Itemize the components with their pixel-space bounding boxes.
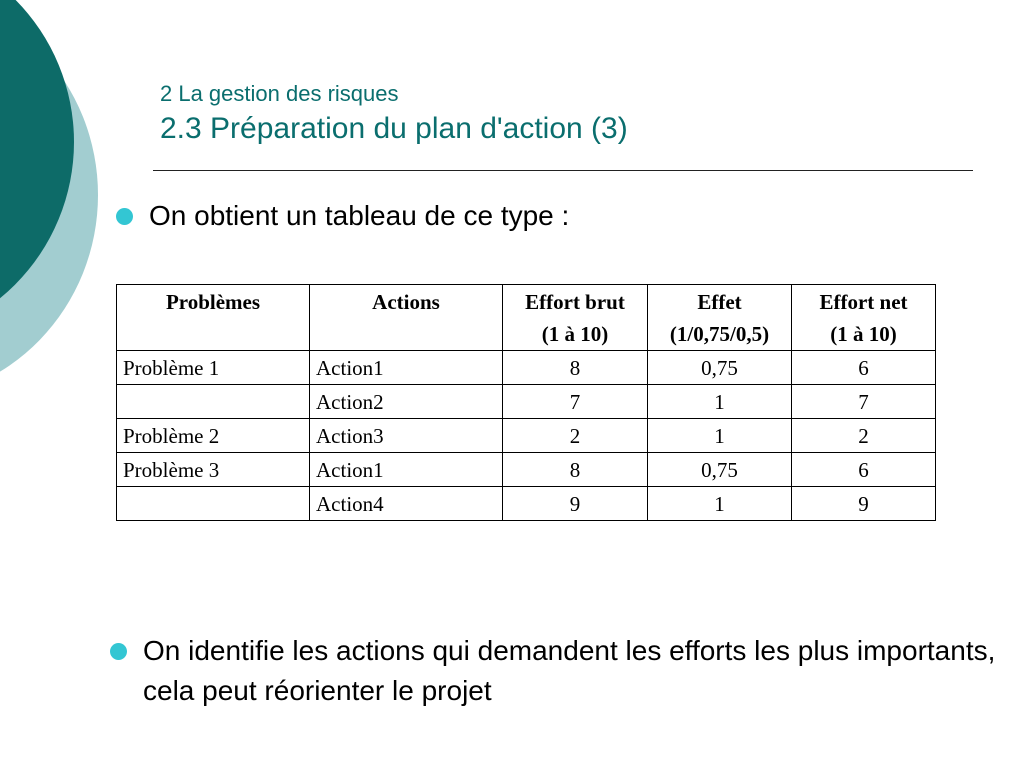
cell-effort-net: 9 <box>792 487 936 521</box>
cell-problem <box>117 487 310 521</box>
cell-effort-brut: 8 <box>503 453 648 487</box>
cell-action: Action1 <box>310 351 503 385</box>
title-divider <box>153 170 973 171</box>
bullet-text-2: On identifie les actions qui demandent les efforts les plus importants, cela peut réorienter le projet <box>143 635 996 706</box>
table-row <box>117 351 936 385</box>
header-effort-brut: Effort brut (1 à 10) <box>503 285 648 351</box>
cell-action: Action3 <box>310 419 503 453</box>
risk-action-table <box>116 284 936 521</box>
bullet-icon <box>110 643 127 660</box>
bullet-text-1: On obtient un tableau de ce type : <box>149 200 570 231</box>
table-row <box>117 453 936 487</box>
cell-problem <box>117 385 310 419</box>
cell-effort-net: 6 <box>792 453 936 487</box>
cell-action: Action2 <box>310 385 503 419</box>
bullet-point-1 <box>116 196 569 236</box>
cell-effet: 1 <box>648 385 792 419</box>
header-problems: Problèmes <box>117 285 310 351</box>
cell-effet: 1 <box>648 419 792 453</box>
header-effort-net: Effort net (1 à 10) <box>792 285 936 351</box>
bullet-point-2 <box>110 631 1015 711</box>
cell-effet: 0,75 <box>648 453 792 487</box>
cell-effort-net: 6 <box>792 351 936 385</box>
cell-effet: 0,75 <box>648 351 792 385</box>
cell-effet: 1 <box>648 487 792 521</box>
table-row <box>117 487 936 521</box>
bullet-icon <box>116 208 133 225</box>
cell-problem: Problème 3 <box>117 453 310 487</box>
cell-effort-net: 7 <box>792 385 936 419</box>
table-row <box>117 419 936 453</box>
cell-problem: Problème 2 <box>117 419 310 453</box>
cell-effort-brut: 8 <box>503 351 648 385</box>
header-actions: Actions <box>310 285 503 351</box>
cell-effort-brut: 7 <box>503 385 648 419</box>
header-effet: Effet (1/0,75/0,5) <box>648 285 792 351</box>
table-header-row <box>117 285 936 351</box>
cell-problem: Problème 1 <box>117 351 310 385</box>
slide-title: 2.3 Préparation du plan d'action (3) <box>160 112 628 145</box>
cell-effort-net: 2 <box>792 419 936 453</box>
slide-subtitle: 2 La gestion des risques <box>160 81 399 106</box>
cell-action: Action4 <box>310 487 503 521</box>
cell-action: Action1 <box>310 453 503 487</box>
cell-effort-brut: 2 <box>503 419 648 453</box>
cell-effort-brut: 9 <box>503 487 648 521</box>
table-row <box>117 385 936 419</box>
